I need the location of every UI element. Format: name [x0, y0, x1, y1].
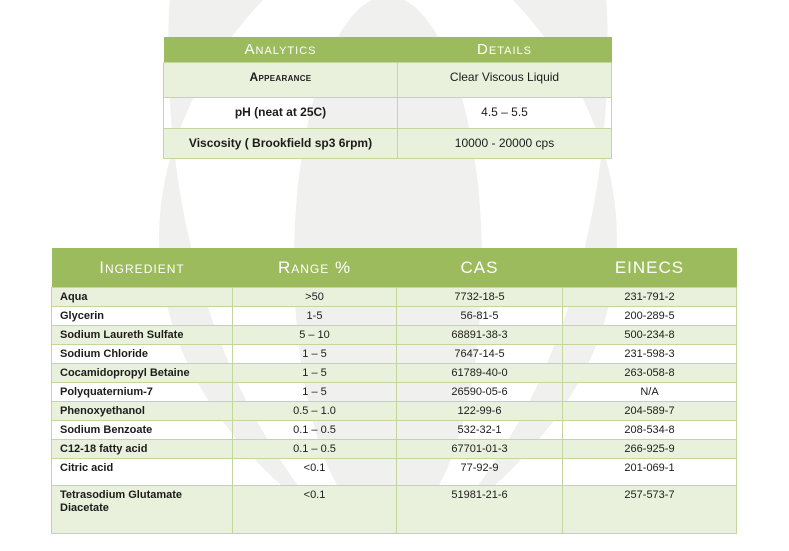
ph-row: [164, 98, 612, 129]
details-column-header: Details: [398, 37, 612, 63]
appearance-row: [164, 63, 612, 98]
ingredient-table-row: [52, 421, 737, 440]
viscosity-row: [164, 129, 612, 159]
ingredient-table-row: [52, 402, 737, 421]
analytics-header-row: [164, 37, 612, 63]
ingredient-name-cell: Tetrasodium Glutamate Diacetate: [52, 486, 233, 534]
range-cell: 0.1 – 0.5: [233, 440, 397, 459]
einecs-cell: 231-791-2: [563, 288, 737, 307]
cas-cell: 56-81-5: [397, 307, 563, 326]
range-column-header: Range %: [233, 248, 397, 288]
ingredient-table-row: [52, 440, 737, 459]
range-cell: 5 – 10: [233, 326, 397, 345]
range-cell: 0.5 – 1.0: [233, 402, 397, 421]
cas-column-header: CAS: [397, 248, 563, 288]
analytics-row-label: Appearance: [164, 63, 398, 98]
ingredient-name-cell: Sodium Chloride: [52, 345, 233, 364]
ingredient-table-row: [52, 326, 737, 345]
cas-cell: 7732-18-5: [397, 288, 563, 307]
range-cell: <0.1: [233, 459, 397, 486]
ingredient-name-cell: Glycerin: [52, 307, 233, 326]
analytics-table: [163, 37, 612, 159]
einecs-column-header: EINECS: [563, 248, 737, 288]
analytics-row-value: 4.5 – 5.5: [398, 98, 612, 129]
ingredient-name-cell: Sodium Benzoate: [52, 421, 233, 440]
einecs-cell: 263-058-8: [563, 364, 737, 383]
einecs-cell: 266-925-9: [563, 440, 737, 459]
ingredient-table-row: [52, 307, 737, 326]
ingredient-name-cell: Polyquaternium-7: [52, 383, 233, 402]
einecs-cell: 201-069-1: [563, 459, 737, 486]
analytics-row-value: 10000 - 20000 cps: [398, 129, 612, 159]
einecs-cell: 231-598-3: [563, 345, 737, 364]
ingredient-column-header: Ingredient: [52, 248, 233, 288]
cas-cell: 68891-38-3: [397, 326, 563, 345]
cas-cell: 77-92-9: [397, 459, 563, 486]
cas-cell: 26590-05-6: [397, 383, 563, 402]
ingredient-table-row: [52, 383, 737, 402]
range-cell: <0.1: [233, 486, 397, 534]
ingredient-name-cell: Phenoxyethanol: [52, 402, 233, 421]
range-cell: 1-5: [233, 307, 397, 326]
range-cell: 1 – 5: [233, 345, 397, 364]
einecs-cell: 500-234-8: [563, 326, 737, 345]
einecs-cell: 200-289-5: [563, 307, 737, 326]
ingredient-table-row: [52, 486, 737, 534]
ingredient-table-row: [52, 345, 737, 364]
range-cell: >50: [233, 288, 397, 307]
analytics-row-label: Viscosity ( Brookfield sp3 6rpm): [164, 129, 398, 159]
ingredient-table-row: [52, 288, 737, 307]
ingredients-table: [51, 248, 737, 534]
ingredient-table-row: [52, 459, 737, 486]
ingredient-table-row: [52, 364, 737, 383]
analytics-row-value: Clear Viscous Liquid: [398, 63, 612, 98]
cas-cell: 51981-21-6: [397, 486, 563, 534]
ingredient-name-cell: Citric acid: [52, 459, 233, 486]
einecs-cell: 204-589-7: [563, 402, 737, 421]
einecs-cell: 208-534-8: [563, 421, 737, 440]
cas-cell: 532-32-1: [397, 421, 563, 440]
cas-cell: 7647-14-5: [397, 345, 563, 364]
cas-cell: 122-99-6: [397, 402, 563, 421]
einecs-cell: N/A: [563, 383, 737, 402]
cas-cell: 61789-40-0: [397, 364, 563, 383]
range-cell: 1 – 5: [233, 383, 397, 402]
analytics-column-header: Analytics: [164, 37, 398, 63]
range-cell: 0.1 – 0.5: [233, 421, 397, 440]
ingredient-name-cell: Sodium Laureth Sulfate: [52, 326, 233, 345]
analytics-row-label: pH (neat at 25C): [164, 98, 398, 129]
ingredient-name-cell: C12-18 fatty acid: [52, 440, 233, 459]
ingredient-name-cell: Cocamidopropyl Betaine: [52, 364, 233, 383]
ingredient-name-cell: Aqua: [52, 288, 233, 307]
einecs-cell: 257-573-7: [563, 486, 737, 534]
cas-cell: 67701-01-3: [397, 440, 563, 459]
range-cell: 1 – 5: [233, 364, 397, 383]
ingredients-header-row: [52, 248, 737, 288]
